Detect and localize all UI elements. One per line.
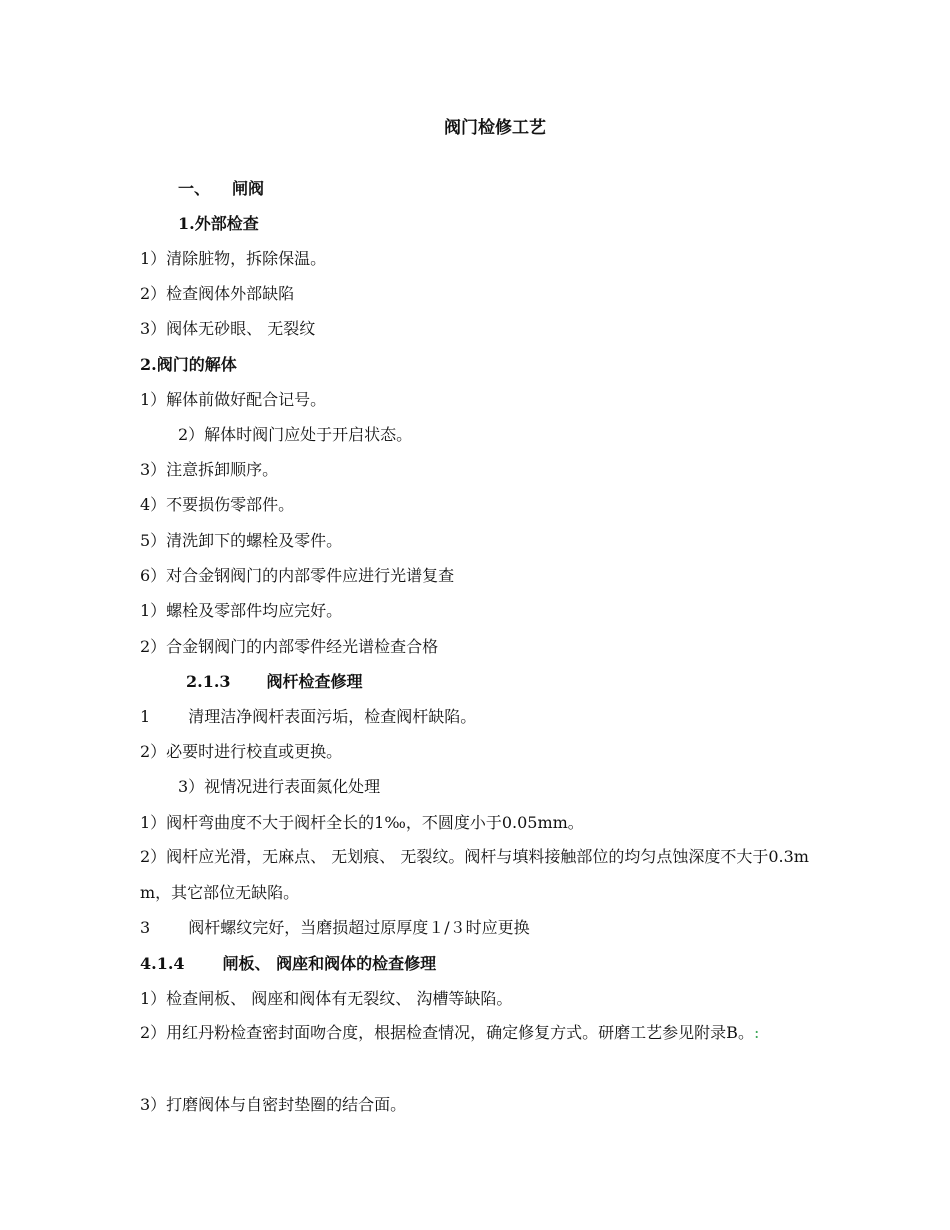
list-item: 1）阀杆弯曲度不大于阀杆全长的1‰，不圆度小于0.05mm。 <box>140 813 584 832</box>
revision-mark: : <box>753 1023 760 1042</box>
list-item: 3）注意拆卸顺序。 <box>140 460 279 479</box>
list-item-number: 1 <box>140 707 151 726</box>
subheading-stem-inspection <box>186 671 363 693</box>
section-label: 闸阀 <box>232 179 265 198</box>
section-label: 阀杆检查修理 <box>266 672 363 691</box>
list-item: 3）打磨阀体与自密封垫圈的结合面。 <box>140 1095 407 1114</box>
subheading-gate-seat-body <box>140 953 436 975</box>
list-item: 1）解体前做好配合记号。 <box>140 390 327 409</box>
list-item-number: 3 <box>140 918 151 937</box>
document-title: 阀门检修工艺 <box>444 118 546 138</box>
paragraph-sealing-check <box>140 1015 815 1051</box>
list-item: 1）检查闸板、 阀座和阀体有无裂纹、 沟槽等缺陷。 <box>140 989 513 1008</box>
list-item: 3）阀体无砂眼、 无裂纹 <box>140 319 316 338</box>
list-item: 2）检查阀体外部缺陷 <box>140 284 295 303</box>
list-item-text: 阀杆螺纹完好，当磨损超过原厚度１/３时应更换 <box>188 918 530 937</box>
subheading-disassembly: 2.阀门的解体 <box>140 355 237 374</box>
list-item: 2）解体时阀门应处于开启状态。 <box>178 425 413 444</box>
list-item <box>140 706 476 728</box>
section-number: 4.1.4 <box>140 954 185 973</box>
list-item: 2）合金钢阀门的内部零件经光谱检查合格 <box>140 637 439 656</box>
paragraph-stem-requirements: 2）阀杆应光滑，无麻点、 无划痕、 无裂纹。阀杆与填料接触部位的均匀点蚀深度不大于0.3mm，其它部位无缺陷。 <box>140 847 809 902</box>
section-heading-gate-valve <box>178 178 264 200</box>
list-item: 4）不要损伤零部件。 <box>140 495 295 514</box>
subheading-external-inspection: 1.外部检查 <box>178 214 259 233</box>
list-item <box>140 917 530 939</box>
list-item: 1）螺栓及零部件均应完好。 <box>140 601 343 620</box>
list-item-text: 清理洁净阀杆表面污垢，检查阀杆缺陷。 <box>188 707 477 726</box>
paragraph-text: 2）用红丹粉检查密封面吻合度，根据检查情况，确定修复方式。研磨工艺参见附录B。 <box>140 1023 754 1042</box>
list-item: 2）必要时进行校直或更换。 <box>140 742 343 761</box>
section-label: 闸板、 阀座和阀体的检查修理 <box>222 954 437 973</box>
section-number: 一、 <box>178 179 211 198</box>
list-item: 3）视情况进行表面氮化处理 <box>178 777 381 796</box>
list-item: 1）清除脏物，拆除保温。 <box>140 249 327 268</box>
list-item: 5）清洗卸下的螺栓及零件。 <box>140 531 343 550</box>
section-number: 2.1.3 <box>186 672 231 691</box>
list-item: 6）对合金钢阀门的内部零件应进行光谱复查 <box>140 566 455 585</box>
